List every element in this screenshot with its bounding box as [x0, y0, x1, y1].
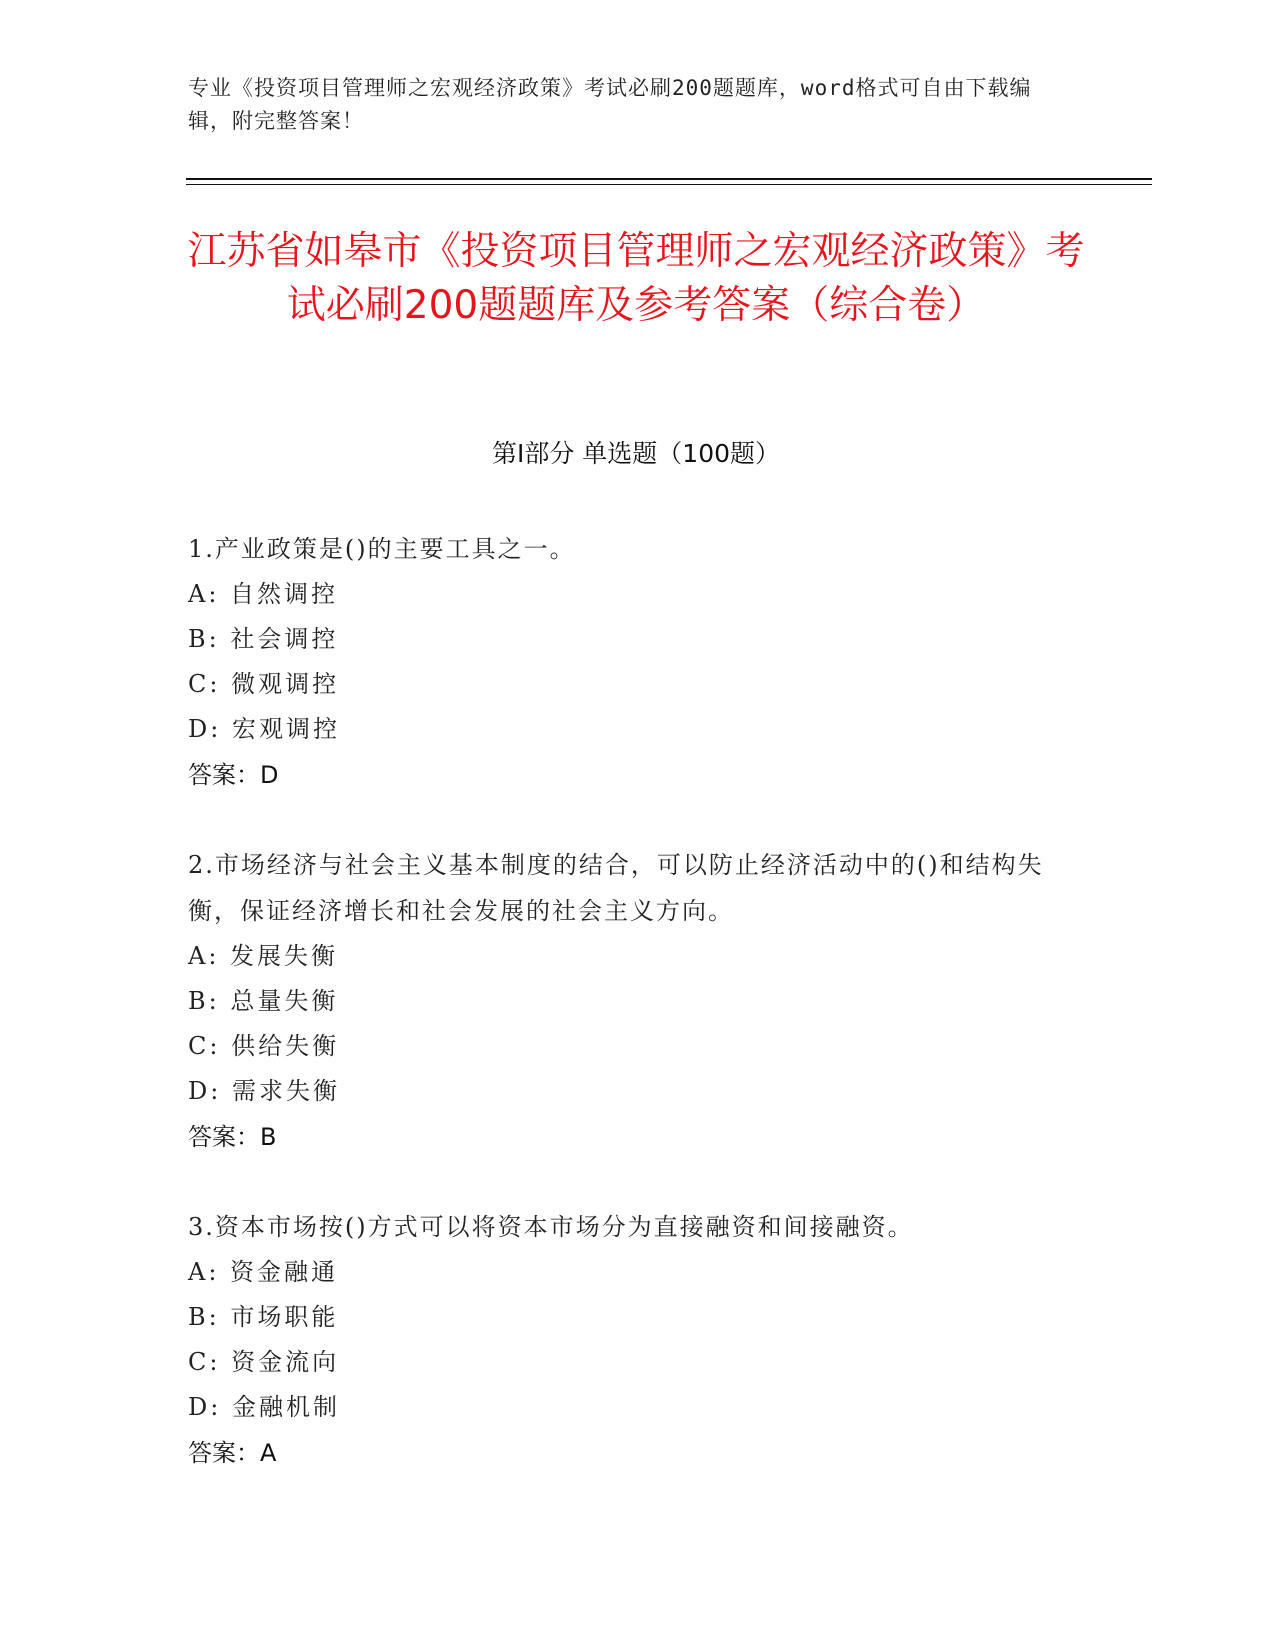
option-c: C: 微观调控 [188, 670, 340, 698]
option-b: B: 总量失衡 [188, 987, 339, 1015]
question-list [188, 526, 1068, 1520]
option-a: A: 发展失衡 [188, 942, 339, 970]
option-c: C: 供给失衡 [188, 1032, 340, 1060]
option-d: D: 宏观调控 [188, 715, 340, 743]
question-1 [188, 526, 1068, 798]
answer: 答案：A [188, 1439, 277, 1467]
option-b: B: 市场职能 [188, 1303, 339, 1331]
option-b: B: 社会调控 [188, 625, 339, 653]
question-2 [188, 842, 1068, 1160]
option-d: D: 金融机制 [188, 1393, 340, 1421]
option-c: C: 资金流向 [188, 1348, 340, 1376]
option-d: D: 需求失衡 [188, 1077, 340, 1105]
header-divider-thin [186, 184, 1152, 185]
answer: 答案：B [188, 1123, 277, 1151]
option-a: A: 自然调控 [188, 580, 339, 608]
section-title: 第Ⅰ部分 单选题（100题） [491, 439, 781, 468]
question-stem: 3.资本市场按()方式可以将资本市场分为直接融资和间接融资。 [188, 1213, 914, 1241]
document-title: 江苏省如皋市《投资项目管理师之宏观经济政策》考试必刷200题题库及参考答案（综合卷） [187, 229, 1085, 328]
question-3 [188, 1204, 1068, 1476]
header-note: 专业《投资项目管理师之宏观经济政策》考试必刷200题题库，word格式可自由下载编辑，附完整答案！ [188, 76, 1032, 133]
option-a: A: 资金融通 [188, 1258, 339, 1286]
question-stem: 1.产业政策是()的主要工具之一。 [188, 535, 576, 563]
answer: 答案：D [188, 761, 279, 789]
question-stem: 2.市场经济与社会主义基本制度的结合，可以防止经济活动中的()和结构失衡，保证经济增长和社会发展的社会主义方向。 [188, 851, 1044, 925]
header-divider-thick [186, 178, 1152, 180]
